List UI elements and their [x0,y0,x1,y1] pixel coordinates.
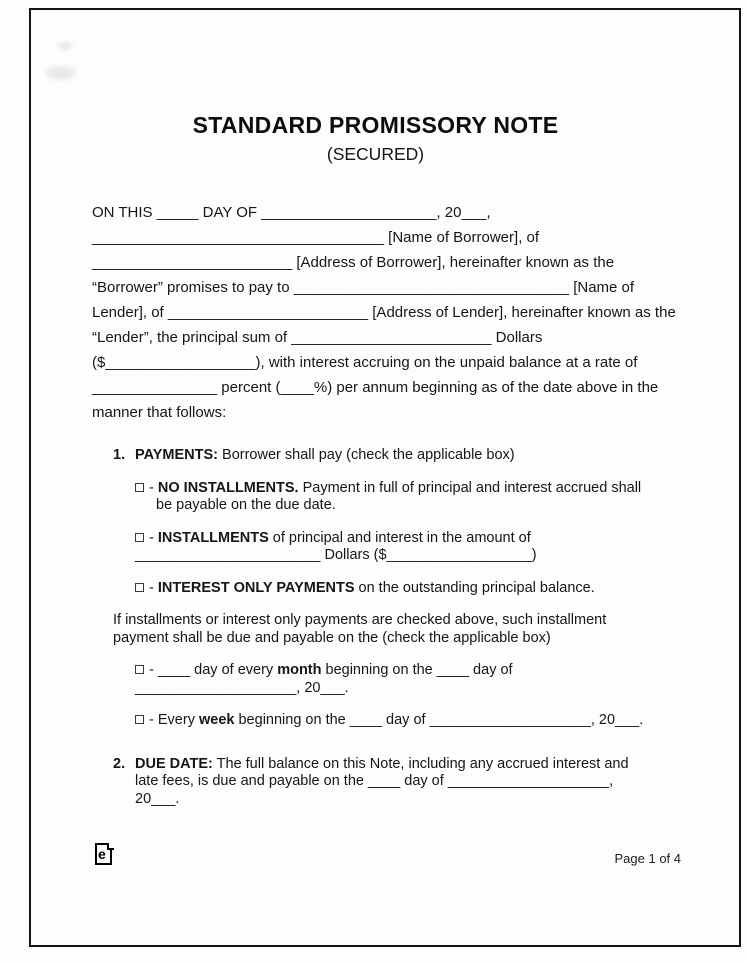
intro-line: manner that follows: [92,404,227,421]
eforms-logo [95,843,114,866]
checkbox-item-monthly [135,662,659,697]
document-subtitle: (SECURED) [326,144,425,164]
checkbox-item-text: _______________________ Dollars ($__________________) [135,547,537,563]
page-footer [95,843,681,866]
section-heading-text: Borrower shall pay (check the applicable box) [218,447,515,463]
checkbox-item-label: month [277,662,322,678]
intro-line: ON THIS _____ DAY OF _____________________, 20___, [92,204,491,221]
eforms-logo-letter: e [98,846,106,862]
section-number: 1. [113,447,126,463]
checkbox-item-text: beginning on the ____ day of [321,662,513,678]
section-payments-heading [135,447,515,465]
monthly-checkbox[interactable] [135,665,144,674]
checkbox-item-text: - [145,579,158,596]
checkbox-item-label: INTEREST ONLY PAYMENTS [157,579,355,596]
checkbox-item-text: - Every [145,712,199,728]
checkbox-item-label: week [198,712,235,728]
checkbox-item-no-installments [135,480,659,515]
section-due-date [113,756,659,809]
checkbox-item-text: - [145,529,158,546]
checkbox-item-text: ____________________, 20___. [135,679,349,696]
section-heading-label: PAYMENTS: [135,447,218,463]
intro-line: Lender], of ________________________ [Address of Lender], hereinafter known as the [92,304,676,321]
no-installments-checkbox[interactable] [135,483,144,492]
clauses-list [113,447,659,808]
checkbox-item-weekly [135,712,659,730]
interest-only-checkbox[interactable] [135,583,144,592]
page-number: Page 1 of 4 [614,851,681,866]
checkbox-item-text: beginning on the ____ day of ____________________, 20___. [234,712,644,728]
checkbox-item-text: on the outstanding principal balance. [354,579,595,596]
checkbox-item-text: of principal and interest in the amount of [268,529,531,546]
checkbox-item-label: INSTALLMENTS [157,529,269,546]
installment-schedule-paragraph [113,612,659,647]
checkbox-item-text: - ____ day of every [145,662,278,678]
document-fold-icon [107,843,114,850]
section-payments [113,447,659,730]
intro-line: ($__________________), with interest accruing on the unpaid balance at a rate of [92,354,638,371]
document-title: STANDARD PROMISSORY NOTE [192,112,559,138]
intro-paragraph [92,200,676,425]
intro-line: ________________________ [Address of Borrower], hereinafter known as the [92,254,615,271]
weekly-checkbox[interactable] [135,715,144,724]
paragraph-line: 20___. [135,790,180,807]
checkbox-item-interest-only [135,580,659,598]
paragraph-line: payment shall be due and payable on the (check the applicable box) [113,629,551,646]
intro-line: ___________________________________ [Name of Borrower], of [92,229,540,246]
intro-line: _______________ percent (____%) per annum beginning as of the date above in the [92,379,659,396]
checkbox-item-text: Payment in full of principal and interest accrued shall [298,479,642,496]
checkbox-item-installments [135,530,659,565]
section-number: 2. [113,755,126,772]
intro-line: “Borrower” promises to pay to _________________________________ [Name of [92,279,635,296]
installments-checkbox[interactable] [135,533,144,542]
checkbox-item-text: be payable on the due date. [156,497,336,513]
checkbox-item-label: NO INSTALLMENTS. [157,479,299,496]
section-heading-text: The full balance on this Note, including any accrued interest and [212,755,629,772]
intro-line: “Lender”, the principal sum of ________________________ Dollars [92,329,543,346]
section-due-date-heading [135,756,629,774]
paragraph-line: late fees, is due and payable on the ____ day of ____________________, [135,773,614,789]
section-heading-label: DUE DATE: [135,755,213,772]
paragraph-line: If installments or interest only payments are checked above, such installment [113,612,607,628]
checkbox-item-text: - [145,479,158,496]
